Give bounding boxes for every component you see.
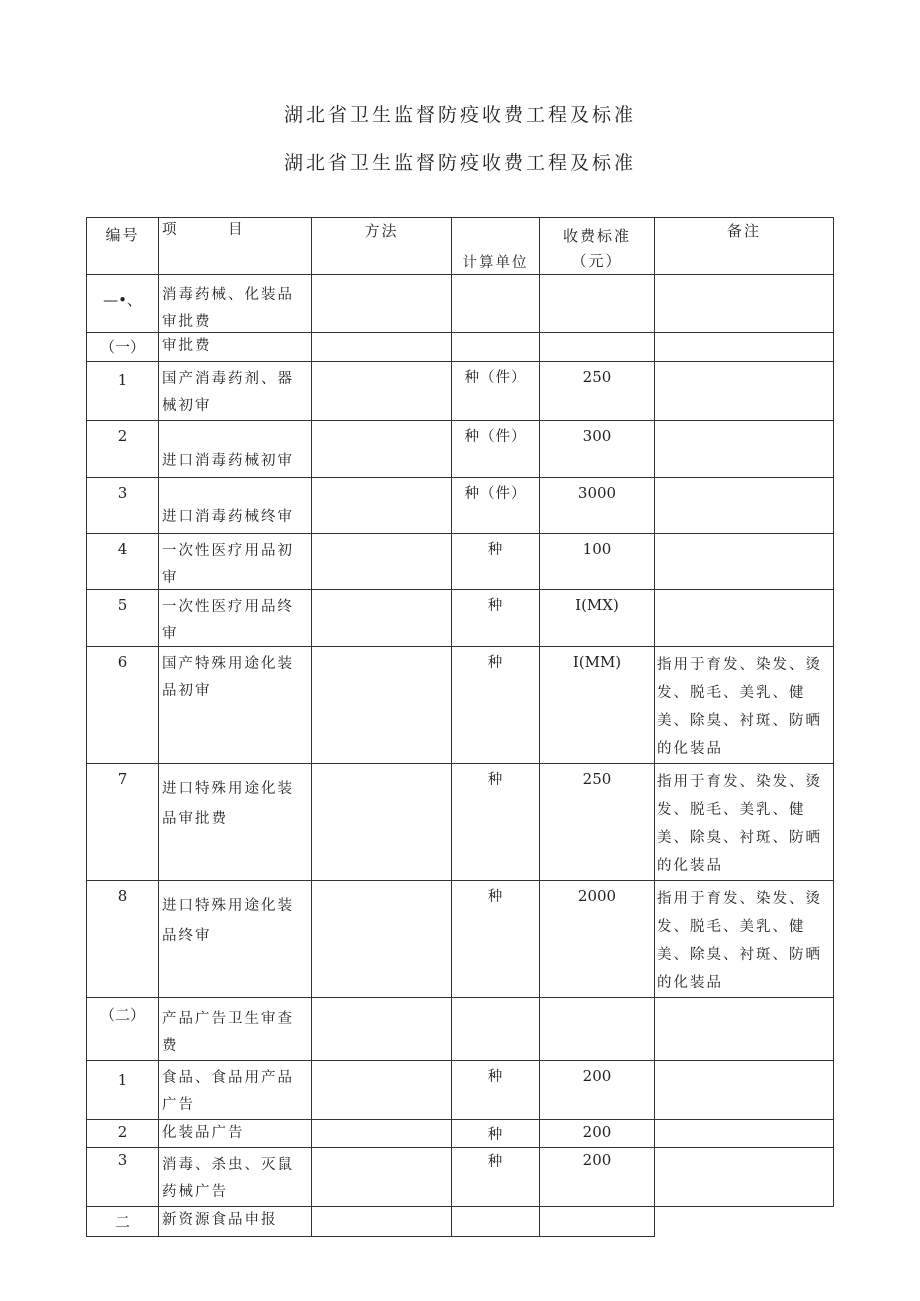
row-no: （一） [87, 333, 159, 362]
row-unit: 种 [452, 1148, 540, 1207]
row-note [655, 590, 834, 647]
row-item-text: 一次性医疗用品初审 [162, 543, 294, 586]
row-method [312, 534, 452, 590]
row-unit: 种（件） [452, 421, 540, 478]
row-no: 7 [87, 764, 159, 881]
row-fee: 2000 [540, 881, 655, 998]
row-method [312, 333, 452, 362]
row-note: 指用于育发、染发、烫发、脱毛、美乳、健美、除臭、衬斑、防晒的化装品 [655, 647, 834, 764]
row-fee [540, 998, 655, 1061]
row-note [655, 998, 834, 1061]
row-item: 消毒、杀虫、灭鼠药械广告 [159, 1148, 312, 1207]
row-method [312, 881, 452, 998]
row-no: 4 [87, 534, 159, 590]
row-method [312, 1148, 452, 1207]
row-fee: 200 [540, 1148, 655, 1207]
row-note [655, 421, 834, 478]
row-method [312, 1120, 452, 1148]
row-fee [540, 1207, 655, 1237]
row-fee: 250 [540, 764, 655, 881]
table-row [87, 421, 834, 478]
row-method [312, 1061, 452, 1120]
row-note [655, 1061, 834, 1120]
row-note [655, 1148, 834, 1207]
header-no: 编号 [87, 218, 159, 275]
row-no: 3 [87, 1148, 159, 1207]
row-item [159, 534, 312, 590]
row-item: 进口特殊用途化装品审批费 [159, 764, 312, 881]
row-note [655, 362, 834, 421]
header-note: 备注 [655, 218, 834, 275]
row-item: 化装品广告 [159, 1120, 312, 1148]
row-unit: 种 [452, 590, 540, 647]
row-item: 进口消毒药械初审 [159, 421, 312, 478]
row-no: 1 [87, 362, 159, 421]
table-row [87, 881, 834, 998]
header-fee-line2: （元） [571, 252, 623, 270]
row-no: 8 [87, 881, 159, 998]
row-fee: 3000 [540, 478, 655, 534]
row-item: 进口特殊用途化装品终审 [159, 881, 312, 998]
row-unit: 种 [452, 881, 540, 998]
row-method [312, 421, 452, 478]
row-fee: 250 [540, 362, 655, 421]
table-row [87, 764, 834, 881]
row-method [312, 478, 452, 534]
row-unit: 种（件） [452, 362, 540, 421]
row-note: 指用于育发、染发、烫发、脱毛、美乳、健美、除臭、衬斑、防晒的化装品 [655, 881, 834, 998]
header-method: 方法 [312, 218, 452, 275]
row-unit [452, 275, 540, 333]
row-no: 2 [87, 1120, 159, 1148]
table-row [87, 1148, 834, 1207]
row-item: 产品广告卫生审查费 [159, 998, 312, 1061]
row-fee: I(MM) [540, 647, 655, 764]
row-no: 1 [87, 1061, 159, 1120]
row-note [655, 1207, 834, 1237]
row-item: 国产特殊用途化装品初审 [159, 647, 312, 764]
row-method [312, 1207, 452, 1237]
row-item [159, 590, 312, 647]
row-item: 审批费 [159, 333, 312, 362]
row-unit: 种 [452, 764, 540, 881]
table-row [87, 275, 834, 333]
row-item: 食品、食品用产品广告 [159, 1061, 312, 1120]
row-unit: 种（件） [452, 478, 540, 534]
document-subtitle: 湖北省卫生监督防疫收费工程及标准 [283, 152, 636, 174]
row-item [159, 275, 312, 333]
row-note [655, 534, 834, 590]
row-no: 6 [87, 647, 159, 764]
table-row [87, 590, 834, 647]
row-method [312, 275, 452, 333]
row-fee: 300 [540, 421, 655, 478]
row-note [655, 275, 834, 333]
row-method [312, 764, 452, 881]
row-no: 2 [87, 421, 159, 478]
row-note [655, 1120, 834, 1148]
table-row [87, 647, 834, 764]
row-method [312, 647, 452, 764]
row-no: （二） [87, 998, 159, 1061]
row-fee: 200 [540, 1120, 655, 1148]
row-fee: 200 [540, 1061, 655, 1120]
row-no: 5 [87, 590, 159, 647]
table-row [87, 362, 834, 421]
row-no: 3 [87, 478, 159, 534]
header-unit: 计算单位 [452, 218, 540, 275]
row-method [312, 590, 452, 647]
document-title: 湖北省卫生监督防疫收费工程及标准 [283, 104, 636, 126]
table-row [87, 1120, 834, 1148]
row-method [312, 362, 452, 421]
row-note [655, 333, 834, 362]
table-row [87, 1207, 834, 1237]
row-unit [452, 1207, 540, 1237]
table-row [87, 333, 834, 362]
row-item: 新资源食品申报 [159, 1207, 312, 1237]
table-row [87, 534, 834, 590]
row-unit [452, 333, 540, 362]
header-fee-line1: 收费标准 [562, 227, 631, 245]
row-no: 二 [87, 1207, 159, 1237]
row-method [312, 998, 452, 1061]
row-unit: 种 [452, 647, 540, 764]
table-header-row [87, 218, 834, 275]
fee-table [86, 217, 834, 1237]
table-row [87, 1061, 834, 1120]
row-no: —•、 [87, 275, 159, 333]
header-item: 项 目 [159, 218, 312, 275]
table-row [87, 478, 834, 534]
row-fee: I(MX) [540, 590, 655, 647]
row-item: 国产消毒药剂、器械初审 [159, 362, 312, 421]
row-item-text: 一次性医疗用品终审 [162, 599, 294, 642]
header-fee [540, 218, 655, 275]
row-unit [452, 998, 540, 1061]
row-unit: 种 [452, 1061, 540, 1120]
row-unit: 种 [452, 1120, 540, 1148]
row-item: 进口消毒药械终审 [159, 478, 312, 534]
row-note [655, 478, 834, 534]
row-fee [540, 275, 655, 333]
row-item-text: 消毒药械、化装品审批费 [162, 287, 294, 330]
row-note: 指用于育发、染发、烫发、脱毛、美乳、健美、除臭、衬斑、防晒的化装品 [655, 764, 834, 881]
row-fee [540, 333, 655, 362]
row-fee: 100 [540, 534, 655, 590]
table-row [87, 998, 834, 1061]
row-unit: 种 [452, 534, 540, 590]
